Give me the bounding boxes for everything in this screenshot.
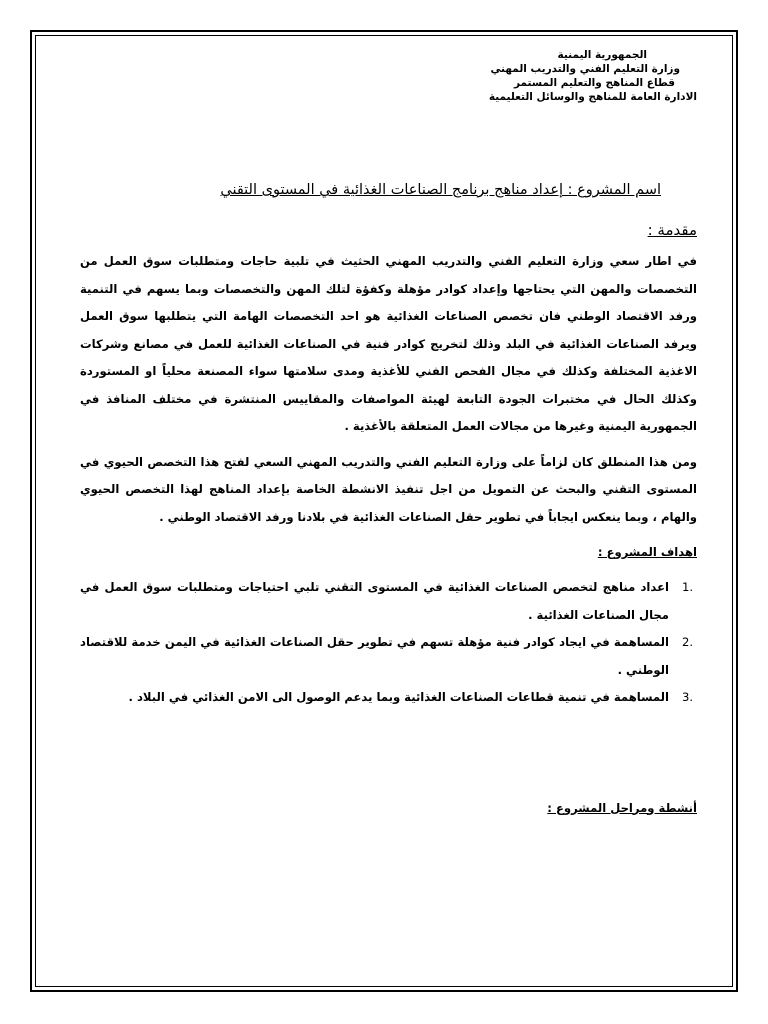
list-number: 3. xyxy=(681,690,693,704)
goals-list-item xyxy=(80,574,693,629)
goal-text: اعداد مناهج لتخصص الصناعات الغذائية في المستوى التقني تلبي احتياجات ومتطلبات سوق العمل في مجال الصناعات الغذائية . xyxy=(80,580,669,622)
goals-list-item xyxy=(80,629,693,684)
goals-heading: اهداف المشروع : xyxy=(597,545,697,559)
letterhead-line-1: الجمهورية اليمنية xyxy=(557,49,647,61)
list-number: 1. xyxy=(681,580,693,594)
letterhead-line-3: قطاع المناهج والتعليم المستمر xyxy=(513,77,675,89)
goal-text: المساهمة في ايجاد كوادر فنية مؤهلة تسهم في تطوير حقل الصناعات الغذائية في اليمن خدمة للاقتصاد الوطني . xyxy=(80,635,669,677)
letterhead xyxy=(80,48,697,104)
goals-list xyxy=(80,574,697,712)
goals-list-item xyxy=(80,684,693,712)
letterhead-line-4: الادارة العامة للمناهج والوسائل التعليمية xyxy=(488,91,697,103)
project-title: اسم المشروع : إعداد مناهج برنامج الصناعات الغذائية في المستوى التقني xyxy=(220,182,661,198)
intro-paragraph-1: في اطار سعي وزارة التعليم الفني والتدريب المهني الحثيث في تلبية حاجات ومتطلبات سوق العمل من التخصصات والمهن التي يحتاجها وإعداد كوادر مؤهلة وكفؤة لتلك المهن والتخصصات وبما يسهم في التنمية ورفد الاقتصاد الوطني فان تخصص الصناعات الغذائية هو احد التخصصات الهامة التي يتطلبها سوق العمل ويرفد الصناعات الغذائية في البلد وذلك لتخريج كوادر فنية في الصناعات الغذائية للعمل في مصانع وشركات الاغذية المختلفة وكذلك في مجال الفحص الفني للأغذية ومدى سلامتها سواء المصنعة محلياً او المستوردة وكذلك الحال في مختبرات الجودة التابعة لهيئة المواصفات والمقاييس المنتشرة في مختلف المنافذ في الجمهورية اليمنية وغيرها من مجالات العمل المتعلقة بالأغذية . xyxy=(80,254,697,433)
letterhead-line-2: وزارة التعليم الفني والتدريب المهني xyxy=(490,63,680,75)
document-body xyxy=(80,38,697,818)
goal-text: المساهمة في تنمية قطاعات الصناعات الغذائية وبما يدعم الوصول الى الامن الغذائي في البلاد . xyxy=(128,690,669,704)
list-number: 2. xyxy=(681,635,693,649)
intro-heading: مقدمة : xyxy=(647,221,697,239)
activities-heading: أنشطة ومراحل المشروع : xyxy=(547,800,697,815)
intro-paragraph-2: ومن هذا المنطلق كان لزاماً على وزارة التعليم الفني والتدريب المهني السعي لفتح هذا التخصص الحيوي في المستوى التقني والبحث عن التمويل من اجل تنفيذ الانشطة الخاصة بإعداد المناهج لهذا التخصص الحيوي والهام ، وبما ينعكس ايجاباً في تطوير حقل الصناعات الغذائية في بلادنا ورفد الاقتصاد الوطني . xyxy=(80,454,697,524)
